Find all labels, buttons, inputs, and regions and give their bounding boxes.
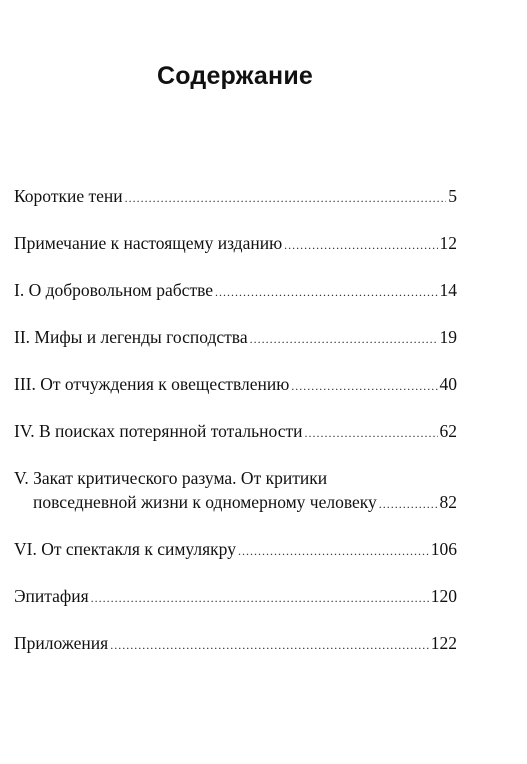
toc-entry-chapter-4[interactable] [14, 419, 457, 445]
dot-leader [304, 421, 437, 445]
dot-leader [125, 186, 447, 210]
toc-entry-title: Короткие тени [14, 186, 123, 206]
toc-entry-title-line1: V. Закат критического разума. От критики [14, 468, 328, 488]
toc-entry-page: 62 [439, 421, 457, 441]
toc-entry-chapter-3[interactable] [14, 372, 457, 398]
dot-leader [284, 233, 437, 257]
dot-leader [291, 374, 437, 398]
toc-entry-epitaph[interactable] [14, 584, 457, 610]
toc-entry-title: II. Мифы и легенды господства [14, 327, 248, 347]
toc-entry-page: 40 [439, 374, 457, 394]
page-title: Содержание [156, 62, 314, 90]
toc-entry-edition-note[interactable] [14, 231, 457, 257]
toc-entry-short-shadows[interactable] [14, 184, 457, 210]
toc-entry-page: 12 [439, 233, 457, 253]
toc-entry-title: Эпитафия [14, 586, 89, 606]
dot-leader [110, 633, 429, 657]
toc-entry-page: 19 [439, 327, 457, 347]
toc-entry-page: 106 [430, 539, 457, 559]
toc-entry-title: VI. От спектакля к симулякру [14, 539, 236, 559]
dot-leader [91, 586, 429, 610]
dot-leader [238, 539, 429, 563]
dot-leader [250, 327, 438, 351]
toc-entry-appendices[interactable] [14, 631, 457, 657]
toc-entry-title-line2: повседневной жизни к одномерному человеку [33, 492, 377, 512]
toc-entry-page: 14 [439, 280, 457, 300]
dot-leader [379, 492, 438, 516]
toc-entry-chapter-2[interactable] [14, 325, 457, 351]
toc-entry-page: 82 [439, 492, 457, 512]
toc-entry-chapter-5[interactable] [14, 466, 457, 516]
toc-entry-title: IV. В поисках потерянной тотальности [14, 421, 303, 441]
toc-entry-chapter-1[interactable] [14, 278, 457, 304]
toc-entry-title: III. От отчуждения к овеществлению [14, 374, 290, 394]
toc-entry-title: Примечание к настоящему изданию [14, 233, 283, 253]
toc-entry-page: 5 [448, 186, 457, 206]
toc-entry-page: 120 [430, 586, 457, 606]
dot-leader [215, 280, 437, 304]
toc-entry-page: 122 [430, 633, 457, 653]
table-of-contents [14, 184, 457, 678]
toc-entry-title: Приложения [14, 633, 109, 653]
toc-entry-title: I. О добровольном рабстве [14, 280, 214, 300]
toc-entry-chapter-6[interactable] [14, 537, 457, 563]
